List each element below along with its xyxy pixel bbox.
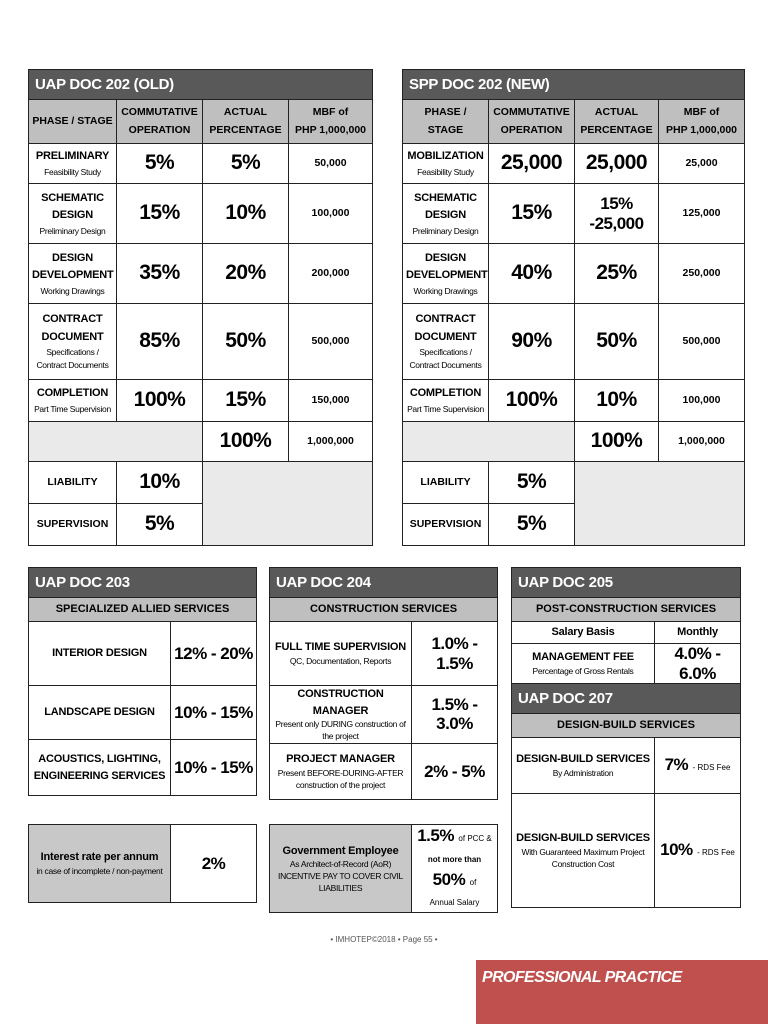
doc205-subtitle: POST-CONSTRUCTION SERVICES	[512, 598, 741, 622]
table-row: DESIGN-BUILD SERVICES With Guaranteed Maximum Project Construction Cost 10% - RDS Fee	[512, 794, 741, 908]
interest-value: 2%	[171, 825, 257, 903]
doc202-old-table	[28, 69, 372, 546]
doc205-207-table	[511, 567, 740, 908]
table-row: CONTRACT DOCUMENT Specifications / Contract Documents 90% 50% 500,000	[403, 304, 745, 380]
col-mbf: MBF of PHP 1,000,000	[659, 100, 745, 144]
supervision-row: SUPERVISION 5%	[29, 504, 373, 546]
page-footer: • IMHOTEP©2018 • Page 55 •	[330, 935, 438, 944]
table-row: FULL TIME SUPERVISION QC, Documentation, Reports 1.0% - 1.5%	[270, 622, 498, 686]
table-row: CONSTRUCTION MANAGER Present only DURING construction of the project 1.5% - 3.0%	[270, 686, 498, 744]
doc207-subtitle: DESIGN-BUILD SERVICES	[512, 714, 741, 738]
doc205-title: UAP DOC 205	[512, 568, 741, 598]
doc202-new-table	[402, 69, 744, 546]
total-row	[29, 422, 373, 462]
doc202-new-title: SPP DOC 202 (NEW)	[403, 70, 745, 100]
interest-label-cell: Interest rate per annum in case of incomplete / non-payment	[29, 825, 171, 903]
table-row: MOBILIZATION Feasibility Study 25,000 25,000 25,000	[403, 144, 745, 184]
gov-employee-table	[269, 824, 497, 913]
liability-row: LIABILITY 5%	[403, 462, 745, 504]
col-phase: PHASE / STAGE	[403, 100, 489, 144]
banner-label: PROFESSIONAL PRACTICE	[482, 969, 682, 986]
table-row: SCHEMATIC DESIGN Preliminary Design 15% 15% -25,000 125,000	[403, 184, 745, 244]
table-row: INTERIOR DESIGN 12% - 20%	[29, 622, 257, 686]
salary-basis-label: Salary Basis	[512, 622, 655, 644]
col-mbf: MBF of PHP 1,000,000	[289, 100, 373, 144]
table-row: COMPLETION Part Time Supervision 100% 15% 150,000	[29, 380, 373, 422]
table-row: DESIGN-BUILD SERVICES By Administration 7% - RDS Fee	[512, 738, 741, 794]
table-row: ACOUSTICS, LIGHTING, ENGINEERING SERVICES 10% - 15%	[29, 740, 257, 796]
gov-label-cell: Government Employee As Architect-of-Record (AoR) INCENTIVE PAY TO COVER CIVIL LIABILITIES	[270, 825, 412, 913]
doc207-title: UAP DOC 207	[512, 684, 741, 714]
table-row: PROJECT MANAGER Present BEFORE-DURING-AFTER construction of the project 2% - 5%	[270, 743, 498, 799]
table-row: CONTRACT DOCUMENT Specifications / Contract Documents 85% 50% 500,000	[29, 304, 373, 380]
monthly-label: Monthly	[655, 622, 741, 644]
table-row: LANDSCAPE DESIGN 10% - 15%	[29, 686, 257, 740]
total-mbf: 1,000,000	[289, 422, 373, 462]
gov-value-cell: 1.5% of PCC & not more than 50% of Annual Salary	[412, 825, 498, 913]
section-banner	[476, 960, 768, 1024]
table-row: DESIGN DEVELOPMENT Working Drawings 35% 20% 200,000	[29, 244, 373, 304]
doc202-old-title: UAP DOC 202 (OLD)	[29, 70, 373, 100]
total-actual: 100%	[203, 422, 289, 462]
supervision-row: SUPERVISION 5%	[403, 504, 745, 546]
total-mbf: 1,000,000	[659, 422, 745, 462]
table-row: DESIGN DEVELOPMENT Working Drawings 40% 25% 250,000	[403, 244, 745, 304]
col-commutative: COMMUTATIVE OPERATION	[117, 100, 203, 144]
table-row: PRELIMINARY Feasibility Study 5% 5% 50,000	[29, 144, 373, 184]
liability-row: LIABILITY 10%	[29, 462, 373, 504]
total-actual: 100%	[575, 422, 659, 462]
table-row: COMPLETION Part Time Supervision 100% 10% 100,000	[403, 380, 745, 422]
col-actual: ACTUAL PERCENTAGE	[203, 100, 289, 144]
interest-table	[28, 824, 256, 903]
col-actual: ACTUAL PERCENTAGE	[575, 100, 659, 144]
col-phase: PHASE / STAGE	[29, 100, 117, 144]
doc203-table	[28, 567, 256, 796]
doc204-table	[269, 567, 497, 800]
table-row: SCHEMATIC DESIGN Preliminary Design 15% 10% 100,000	[29, 184, 373, 244]
doc204-title: UAP DOC 204	[270, 568, 498, 598]
table-row: MANAGEMENT FEE Percentage of Gross Rentals 4.0% - 6.0%	[512, 644, 741, 684]
total-row	[403, 422, 745, 462]
col-commutative: COMMUTATIVE OPERATION	[489, 100, 575, 144]
doc204-subtitle: CONSTRUCTION SERVICES	[270, 598, 498, 622]
doc203-title: UAP DOC 203	[29, 568, 257, 598]
doc203-subtitle: SPECIALIZED ALLIED SERVICES	[29, 598, 257, 622]
